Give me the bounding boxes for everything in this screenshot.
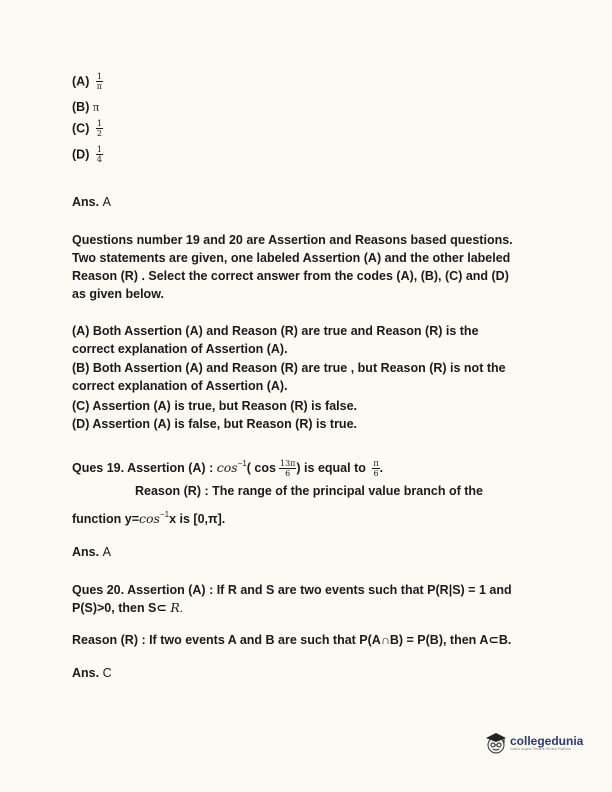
- logo-tagline: India's largest Student Review Platform: [510, 746, 571, 751]
- option-b: (B) π: [72, 100, 100, 114]
- question-19-function: function $y=\cos^{-1}x$ is [0,π].: [72, 510, 226, 526]
- question-20-assertion-cont: P(S)>0, then S⊂ R.: [72, 600, 183, 615]
- option-d: (D) $\frac{1}{4}$: [72, 145, 102, 164]
- fraction: $\frac{13\pi}{6}$: [279, 458, 296, 478]
- answer-1: Ans. A: [72, 195, 111, 209]
- graduate-icon: [484, 731, 508, 755]
- code-line: (D) Assertion (A) is false, but Reason (R) is true.: [72, 417, 357, 431]
- fraction: $\frac{\pi}{6}$: [373, 458, 379, 478]
- question-19-reason: Reason (R) : The range of the principal value branch of the: [135, 484, 483, 498]
- fraction: $\frac{1}{2}$: [96, 119, 102, 138]
- collegedunia-logo: [484, 731, 583, 755]
- question-19-assertion: Ques 19. Assertion (A) : $\cos^{-1}$( cos $\frac{13\pi}{6}$ ) is equal to $\frac{\pi}{6}$ .: [72, 458, 384, 478]
- question-20-reason: Reason (R) : If two events A and B are such that P(A∩B) = P(B), then A⊂B.: [72, 633, 512, 647]
- answer-3: Ans. C: [72, 666, 112, 680]
- answer-2: Ans. A: [72, 545, 111, 559]
- intro-line: Questions number 19 and 20 are Assertion and Reasons based questions.: [72, 233, 513, 247]
- code-line: correct explanation of Assertion (A).: [72, 342, 288, 356]
- intro-line: Two statements are given, one labeled Assertion (A) and the other labeled: [72, 251, 511, 265]
- intro-line: Reason (R) . Select the correct answer from the codes (A), (B), (C) and (D): [72, 269, 509, 283]
- option-a: (A) $\frac{1}{\pi}$: [72, 72, 103, 91]
- code-line: correct explanation of Assertion (A).: [72, 379, 288, 393]
- intro-line: as given below.: [72, 287, 164, 301]
- code-line: (B) Both Assertion (A) and Reason (R) are true , but Reason (R) is not the: [72, 361, 506, 375]
- code-line: (A) Both Assertion (A) and Reason (R) are true and Reason (R) is the: [72, 324, 479, 338]
- logo-name: collegedunia: [510, 733, 584, 748]
- fraction: $\frac{1}{4}$: [96, 145, 102, 164]
- code-line: (C) Assertion (A) is true, but Reason (R) is false.: [72, 399, 357, 413]
- option-c: (C) $\frac{1}{2}$: [72, 119, 102, 138]
- fraction: $\frac{1}{\pi}$: [96, 72, 103, 91]
- question-20-assertion: Ques 20. Assertion (A) : If R and S are two events such that P(R|S) = 1 and: [72, 583, 512, 597]
